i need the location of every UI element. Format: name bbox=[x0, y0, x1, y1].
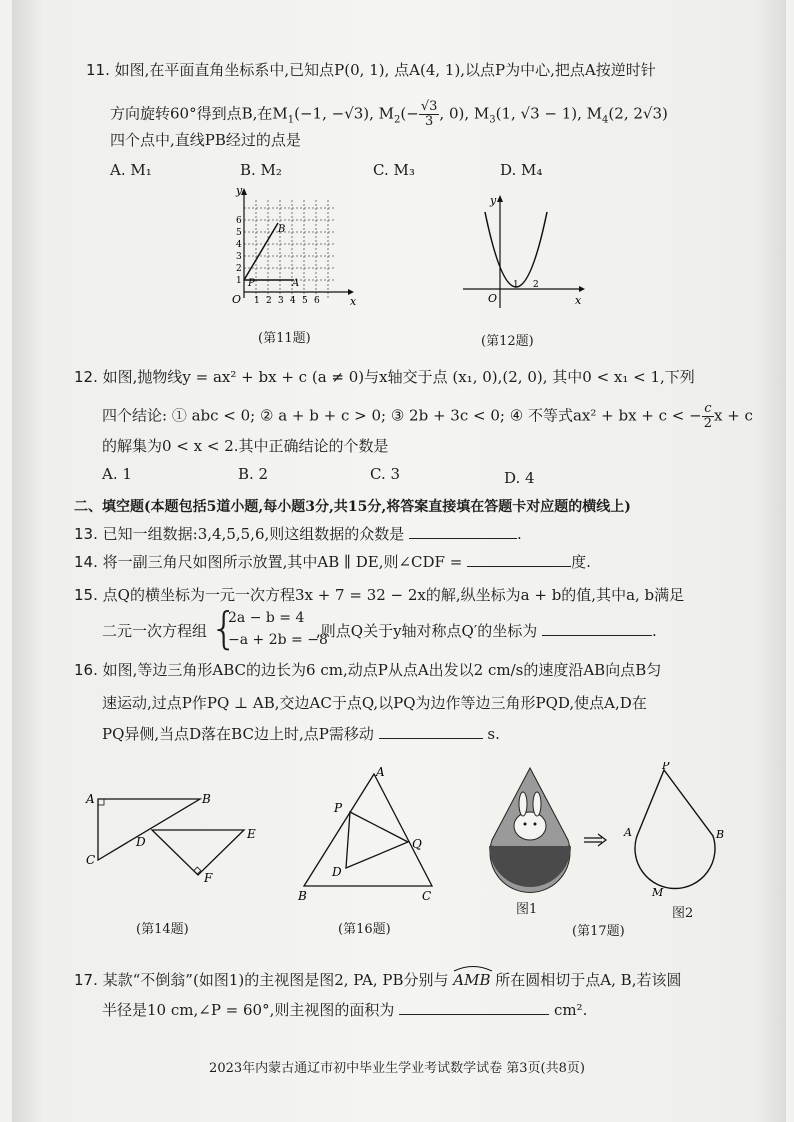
point-P: P bbox=[248, 278, 255, 289]
svg-text:6: 6 bbox=[236, 216, 242, 226]
q16-line1: 16. 如图,等边三角形ABC的边长为6 cm,动点P从点A出发以2 cm/s的速度沿AB向点B匀 bbox=[74, 661, 662, 679]
svg-text:5: 5 bbox=[302, 296, 308, 306]
svg-text:F: F bbox=[204, 871, 213, 885]
svg-text:A: A bbox=[376, 765, 385, 779]
svg-text:B: B bbox=[202, 792, 211, 806]
svg-text:D: D bbox=[136, 835, 146, 849]
teardrop-outline bbox=[635, 770, 715, 888]
svg-text:C: C bbox=[86, 853, 96, 867]
q14-answer-blank[interactable] bbox=[467, 552, 571, 567]
parabola-curve bbox=[485, 212, 547, 287]
q11-option-b: B. M₂ bbox=[240, 161, 282, 179]
svg-text:B: B bbox=[298, 889, 307, 903]
svg-text:E: E bbox=[247, 827, 256, 841]
y-label: y bbox=[236, 185, 243, 197]
page-footer: 2023年内蒙古通辽市初中毕业生学业考试数学试卷 第3页(共8页) bbox=[209, 1061, 585, 1076]
q13-line: 13. 已知一组数据:3,4,5,5,6,则这组数据的众数是 . bbox=[74, 525, 522, 543]
svg-text:2: 2 bbox=[533, 280, 539, 290]
point-A: A bbox=[292, 278, 300, 289]
q15-line1: 15. 点Q的横坐标为一元一次方程3x + 7 = 32 − 2x的解,纵坐标为a + b的值,其中a, b满足 bbox=[74, 586, 685, 604]
svg-text:y: y bbox=[490, 194, 497, 207]
q16-answer-blank[interactable] bbox=[379, 724, 483, 739]
svg-text:O: O bbox=[488, 292, 498, 305]
q12-line2: 四个结论: ① abc < 0; ② a + b + c > 0; ③ 2b + 3c < 0; ④ 不等式ax² + bx + c < − $\frac{c}{2}$ x + c bbox=[102, 401, 753, 431]
svg-text:6: 6 bbox=[314, 296, 320, 306]
q12-option-a: A. 1 bbox=[102, 465, 132, 483]
svg-text:1: 1 bbox=[513, 280, 519, 290]
q13-answer-blank[interactable] bbox=[409, 524, 517, 539]
q17-line2: 半径是10 cm,∠P = 60°,则主视图的面积为 cm². bbox=[102, 1001, 588, 1019]
svg-text:A: A bbox=[86, 792, 95, 806]
triangle-ABC bbox=[304, 774, 432, 886]
figure-12-parabola bbox=[455, 192, 590, 312]
q15-equation-2: −a + 2b = −8 bbox=[228, 632, 328, 648]
q11-frac-sqrt3-over-3: $\frac{√3}{3}$ bbox=[420, 99, 438, 129]
q11-option-a: A. M₁ bbox=[110, 161, 152, 179]
figure-14-caption: (第14题) bbox=[136, 922, 189, 937]
point-B: B bbox=[278, 224, 286, 235]
origin-label: O bbox=[232, 293, 242, 306]
svg-text:3: 3 bbox=[278, 296, 284, 306]
figure-17-image1-label: 图1 bbox=[516, 902, 538, 917]
q12-option-d: D. 4 bbox=[504, 469, 535, 487]
q12-line3: 的解集为0 < x < 2.其中正确结论的个数是 bbox=[102, 437, 389, 455]
q14-line: 14. 将一副三角尺如图所示放置,其中AB ∥ DE,则∠CDF = 度. bbox=[74, 553, 591, 571]
svg-text:P: P bbox=[662, 762, 670, 772]
q11-option-c: C. M₃ bbox=[373, 161, 415, 179]
figure-17-caption: (第17题) bbox=[572, 924, 625, 939]
q12-line1: 12. 如图,抛物线y = ax² + bx + c (a ≠ 0)与x轴交于点 (x₁, 0),(2, 0), 其中0 < x₁ < 1,下列 bbox=[74, 368, 695, 386]
svg-text:4: 4 bbox=[236, 240, 242, 250]
q11-line3: 四个点中,直线PB经过的点是 bbox=[110, 131, 301, 149]
svg-text:2: 2 bbox=[236, 264, 242, 274]
rabbit-icon bbox=[514, 812, 546, 840]
q12-option-c: C. 3 bbox=[370, 465, 401, 483]
q11-line2: 方向旋转60°得到点B,在$M_1(-1$, −√3), $M_2(-$ $\frac{√3}{3}$ , 0), $M_3(1$, √3 − 1), $M_4(2$, 2√3) bbox=[110, 99, 668, 129]
arrow-right-icon bbox=[584, 834, 606, 846]
svg-text:B: B bbox=[716, 828, 725, 841]
figure-12-caption: (第12题) bbox=[481, 334, 534, 349]
equation-system-brace: { bbox=[210, 603, 238, 654]
segment-PB bbox=[244, 223, 278, 280]
section-2-heading: 二、填空题(本题包括5道小题,每小题3分,共15分,将答案直接填在答题卡对应题的横线上) bbox=[74, 499, 631, 515]
q16-line2: 速运动,过点P作PQ ⊥ AB,交边AC于点Q,以PQ为边作等边三角形PQD,使点A,D在 bbox=[102, 694, 647, 712]
svg-text:1: 1 bbox=[254, 296, 260, 306]
svg-text:M: M bbox=[652, 886, 664, 899]
q12-option-b: B. 2 bbox=[238, 465, 269, 483]
q11-option-d: D. M₄ bbox=[500, 161, 543, 179]
figure-11-coordinate-grid bbox=[222, 185, 357, 310]
svg-text:P: P bbox=[334, 801, 343, 815]
q17-line1: 17. 某款“不倒翁”(如图1)的主视图是图2, PA, PB分别与 AMB 所在圆相切于点A, B,若该圆 bbox=[74, 970, 681, 990]
svg-text:D: D bbox=[332, 865, 342, 879]
q15-line2b: ,则点Q关于y轴对称点Q′的坐标为 . bbox=[316, 622, 657, 640]
svg-text:A: A bbox=[624, 826, 632, 839]
svg-text:C: C bbox=[422, 889, 432, 903]
svg-text:3: 3 bbox=[236, 252, 242, 262]
figure-16-caption: (第16题) bbox=[338, 922, 391, 937]
q17-answer-blank[interactable] bbox=[399, 1000, 549, 1015]
svg-text:Q: Q bbox=[412, 837, 422, 851]
q12-number: 12. bbox=[74, 368, 98, 386]
svg-text:1: 1 bbox=[236, 276, 242, 286]
figure-16-equilateral-triangle bbox=[292, 764, 442, 906]
q15-line2a: 二元一次方程组 bbox=[102, 622, 208, 640]
svg-text:5: 5 bbox=[236, 228, 242, 238]
q12-frac-c-over-2: $\frac{c}{2}$ bbox=[703, 401, 712, 431]
figure-17-image2-label: 图2 bbox=[672, 906, 694, 921]
q16-line3: PQ异侧,当点D落在BC边上时,点P需移动 s. bbox=[102, 725, 500, 743]
arc-AMB: AMB bbox=[453, 970, 490, 990]
svg-text:4: 4 bbox=[290, 296, 296, 306]
q11-number: 11. bbox=[86, 61, 110, 79]
figure-17-tumbler bbox=[486, 762, 738, 912]
figure-11-caption: (第11题) bbox=[258, 331, 311, 346]
x-label: x bbox=[350, 295, 357, 308]
svg-text:x: x bbox=[575, 294, 582, 307]
q11-line1: 11. 如图,在平面直角坐标系中,已知点P(0, 1), 点A(4, 1),以点P为中心,把点A按逆时针 bbox=[86, 61, 656, 79]
svg-text:2: 2 bbox=[266, 296, 272, 306]
figure-14-triangles bbox=[82, 786, 264, 886]
q15-equation-1: 2a − b = 4 bbox=[228, 610, 305, 626]
q15-answer-blank[interactable] bbox=[542, 621, 652, 636]
